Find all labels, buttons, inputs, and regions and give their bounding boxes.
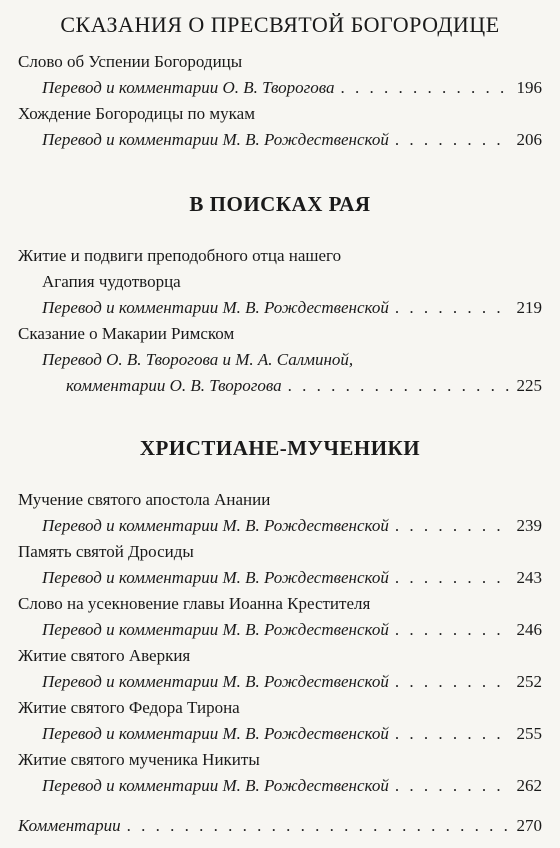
toc-entry-title[interactable]: Слово об Успении Богородицы: [18, 52, 243, 71]
page-number: 243: [516, 568, 542, 587]
toc-entry-credit: [42, 298, 542, 320]
credit-text: комментарии О. В. Творогова: [66, 376, 282, 395]
page-number: 225: [516, 376, 542, 395]
leader-dots: [395, 724, 511, 744]
credit-text: Перевод и комментарии М. В. Рождественской: [42, 724, 389, 743]
toc-entry-commentary[interactable]: [18, 816, 542, 838]
toc-entry-title[interactable]: Житие святого мученика Никиты: [18, 750, 260, 769]
page-number: 246: [516, 620, 542, 639]
toc-entry-credit: [42, 776, 542, 798]
toc-entry-title[interactable]: Житие и подвиги преподобного отца нашего: [18, 246, 342, 265]
section-heading-paradise: В ПОИСКАХ РАЯ: [189, 192, 371, 216]
leader-dots: [127, 816, 511, 836]
leader-dots: [395, 776, 511, 796]
toc-entry-title[interactable]: Слово на усекновение главы Иоанна Крестителя: [18, 594, 371, 613]
toc-entry-title-continuation[interactable]: Агапия чудотворца: [42, 272, 181, 291]
credit-text: Перевод и комментарии М. В. Рождественской: [42, 516, 389, 535]
page-number: 219: [516, 298, 542, 317]
toc-entry-credit: [42, 672, 542, 694]
toc-entry-credit: [42, 78, 542, 100]
leader-dots: [395, 620, 511, 640]
section-heading-theotokos: СКАЗАНИЯ О ПРЕСВЯТОЙ БОГОРОДИЦЕ: [60, 12, 500, 37]
leader-dots: [395, 130, 511, 150]
commentary-label: Комментарии: [18, 816, 121, 835]
toc-entry-title[interactable]: Память святой Дросиды: [18, 542, 194, 561]
credit-text: Перевод и комментарии М. В. Рождественской: [42, 568, 389, 587]
credit-text: Перевод и комментарии М. В. Рождественской: [42, 298, 389, 317]
page-number: 196: [516, 78, 542, 97]
leader-dots: [395, 298, 511, 318]
leader-dots: [341, 78, 511, 98]
leader-dots: [395, 672, 511, 692]
toc-entry-credit: [42, 130, 542, 152]
toc-entry-credit-first-line: Перевод О. В. Творогова и М. А. Салминой,: [42, 350, 354, 369]
toc-entry-credit: [42, 516, 542, 538]
page-number: 255: [516, 724, 542, 743]
toc-entry-title[interactable]: Хождение Богородицы по мукам: [18, 104, 255, 123]
toc-entry-credit: [42, 568, 542, 590]
toc-entry-title[interactable]: Мучение святого апостола Анании: [18, 490, 271, 509]
page-number: 262: [516, 776, 542, 795]
toc-entry-credit: [42, 620, 542, 642]
page-number: 239: [516, 516, 542, 535]
credit-text: Перевод и комментарии М. В. Рождественской: [42, 776, 389, 795]
credit-text: Перевод и комментарии М. В. Рождественской: [42, 620, 389, 639]
toc-entry-credit: [42, 724, 542, 746]
toc-entry-title[interactable]: Житие святого Аверкия: [18, 646, 191, 665]
leader-dots: [288, 376, 511, 396]
credit-text: Перевод и комментарии М. В. Рождественской: [42, 130, 389, 149]
leader-dots: [395, 568, 511, 588]
leader-dots: [395, 516, 511, 536]
toc-entry-credit: [66, 376, 542, 398]
page-number: 206: [516, 130, 542, 149]
page-number: 270: [516, 816, 542, 835]
credit-text: Перевод и комментарии О. В. Творогова: [42, 78, 335, 97]
toc-entry-title[interactable]: Сказание о Макарии Римском: [18, 324, 235, 343]
credit-text: Перевод и комментарии М. В. Рождественской: [42, 672, 389, 691]
section-heading-martyrs: ХРИСТИАНЕ-МУЧЕНИКИ: [139, 436, 421, 460]
toc-entry-title[interactable]: Житие святого Федора Тирона: [18, 698, 240, 717]
page-number: 252: [516, 672, 542, 691]
